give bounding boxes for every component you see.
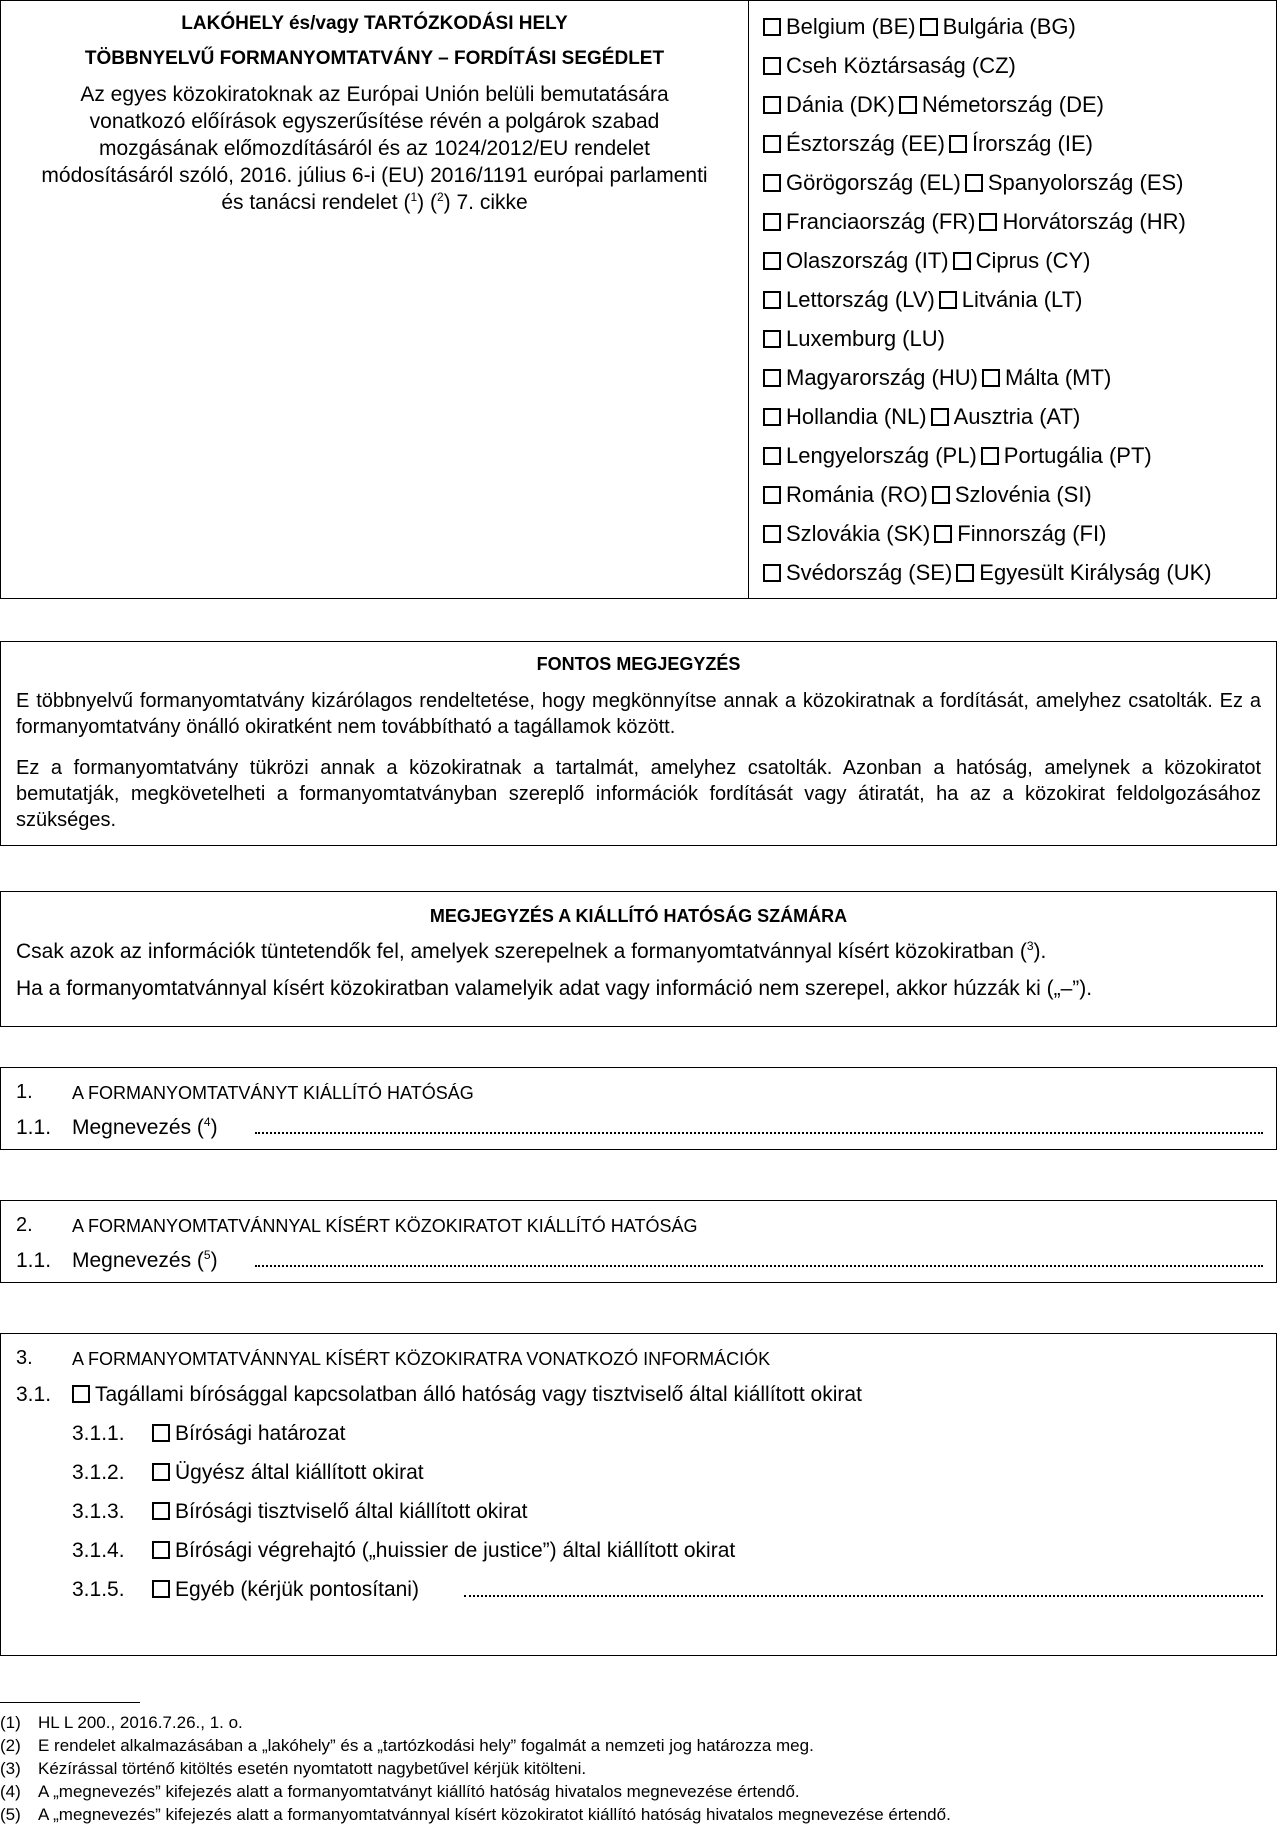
country-option[interactable] (763, 248, 949, 273)
country-label: Magyarország (HU) (786, 365, 978, 390)
footnote-text: Kézírással történő kitöltés esetén nyomtatott nagybetűvel kérjük kitölteni. (38, 1759, 587, 1778)
section-1-1-fill-line[interactable] (255, 1132, 1263, 1134)
legal-basis-end: ) 7. cikke (443, 191, 528, 214)
checkbox[interactable] (763, 564, 781, 582)
checkbox[interactable] (981, 447, 999, 465)
section-1-number: 1. (16, 1081, 33, 1103)
country-label: Szlovénia (SI) (954, 482, 1092, 507)
checkbox[interactable] (934, 525, 952, 543)
country-label: Lettország (LV) (786, 287, 935, 312)
country-option[interactable] (763, 521, 930, 546)
footnote-ref-5: 5 (203, 1248, 211, 1262)
section-3-1-1-option[interactable] (152, 1422, 345, 1446)
checkbox[interactable] (931, 408, 949, 426)
footnote-text: E rendelet alkalmazásában a „lakóhely” és a „tartózkodási hely” fogalmát a nemzeti jog határozza meg. (38, 1736, 814, 1755)
legal-basis-text (41, 81, 708, 216)
country-label: Egyesült Királyság (UK) (979, 560, 1212, 585)
footnote-number: (3) (0, 1759, 21, 1778)
country-option[interactable] (763, 53, 1016, 78)
footnote-number: (1) (0, 1713, 21, 1732)
section-3-1-2-option[interactable] (152, 1461, 424, 1485)
checkbox[interactable] (152, 1502, 170, 1520)
important-note-paragraph-1: E többnyelvű formanyomtatvány kizárólagos rendeltetése, hogy megkönnyítse annak a közokiratnak a fordítását, amelyhez csatolták. Ez a formanyomtatvány önálló okiratként nem továbbítható a tagállamok között. (16, 690, 1261, 738)
important-note-title: FONTOS MEGJEGYZÉS (536, 654, 741, 674)
issuer-note-p1-end: ). (1033, 940, 1047, 963)
section-3-1-5-label: Egyéb (kérjük pontosítani) (175, 1578, 419, 1601)
footnote-number: (2) (0, 1736, 21, 1755)
country-label: Dánia (DK) (786, 92, 895, 117)
checkbox[interactable] (763, 525, 781, 543)
country-row (763, 438, 1273, 477)
country-option[interactable] (920, 14, 1076, 39)
checkbox[interactable] (953, 252, 971, 270)
country-option[interactable] (763, 92, 895, 117)
checkbox[interactable] (763, 96, 781, 114)
country-row (763, 204, 1273, 243)
country-option[interactable] (982, 365, 1111, 390)
checkbox[interactable] (72, 1385, 90, 1403)
section-2-box (0, 1200, 1277, 1283)
country-option[interactable] (763, 287, 935, 312)
checkbox[interactable] (763, 330, 781, 348)
footnote-2 (0, 1736, 814, 1756)
country-label: Cseh Köztársaság (CZ) (786, 53, 1016, 78)
footnote-text: A „megnevezés” kifejezés alatt a formanyomtatványt kiállító hatóság hivatalos megnevezése értendő. (38, 1782, 800, 1801)
checkbox[interactable] (979, 213, 997, 231)
checkbox[interactable] (152, 1580, 170, 1598)
country-label: Ausztria (AT) (953, 404, 1081, 429)
section-2-1-label-end: ) (210, 1249, 218, 1272)
section-3-1-number: 3.1. (16, 1383, 52, 1406)
country-option[interactable] (763, 209, 975, 234)
country-option[interactable] (763, 560, 952, 585)
country-row (763, 9, 1273, 48)
country-label: Franciaország (FR) (786, 209, 976, 234)
checkbox[interactable] (763, 135, 781, 153)
country-label: Szlovákia (SK) (786, 521, 931, 546)
section-1-1-number: 1.1. (16, 1116, 52, 1139)
checkbox[interactable] (763, 18, 781, 36)
footnote-text: A „megnevezés” kifejezés alatt a formanyomtatvánnyal kísért közokiratot kiállító hatóság hivatalos megnevezése értendő. (38, 1805, 951, 1824)
footnote-5 (0, 1805, 951, 1825)
section-3-1-4-label: Bírósági végrehajtó („huissier de justice”) által kiállított okirat (175, 1539, 736, 1562)
footnote-ref-2: 2 (436, 190, 444, 204)
form-subtitle: TÖBBNYELVŰ FORMANYOMTATVÁNY – FORDÍTÁSI SEGÉDLET (84, 48, 665, 69)
section-2-number: 2. (16, 1214, 33, 1236)
country-option[interactable] (899, 92, 1104, 117)
section-3-title: A FORMANYOMTATVÁNNYAL KÍSÉRT KÖZOKIRATRA VONATKOZÓ INFORMÁCIÓK (72, 1349, 771, 1369)
country-option[interactable] (932, 482, 1092, 507)
country-checkbox-list (763, 9, 1273, 594)
country-row (763, 360, 1273, 399)
header-info-panel (1, 1, 749, 598)
header-section (0, 0, 1277, 599)
checkbox[interactable] (152, 1541, 170, 1559)
section-3-1-2-label: Ügyész által kiállított okirat (175, 1461, 424, 1484)
country-option[interactable] (949, 131, 1093, 156)
checkbox[interactable] (763, 57, 781, 75)
country-label: Spanyolország (ES) (987, 170, 1184, 195)
section-2-1-fill-line[interactable] (255, 1265, 1263, 1267)
checkbox[interactable] (763, 447, 781, 465)
country-row (763, 48, 1273, 87)
section-2-title: A FORMANYOMTATVÁNNYAL KÍSÉRT KÖZOKIRATOT KIÁLLÍTÓ HATÓSÁG (72, 1216, 698, 1236)
footnote-number: (4) (0, 1782, 21, 1801)
section-1-box (0, 1067, 1277, 1150)
footnote-3 (0, 1759, 586, 1779)
checkbox[interactable] (763, 291, 781, 309)
checkbox[interactable] (899, 96, 917, 114)
checkbox[interactable] (763, 408, 781, 426)
section-3-1-5-number: 3.1.5. (72, 1578, 125, 1601)
section-1-1-label-end: ) (210, 1116, 218, 1139)
checkbox[interactable] (152, 1463, 170, 1481)
country-label: Hollandia (NL) (786, 404, 927, 429)
checkbox[interactable] (982, 369, 1000, 387)
country-option[interactable] (763, 131, 945, 156)
section-2-1-label (72, 1249, 218, 1273)
country-label: Ciprus (CY) (975, 248, 1091, 273)
country-label: Bulgária (BG) (942, 14, 1076, 39)
footnote-text: HL L 200., 2016.7.26., 1. o. (38, 1713, 243, 1732)
country-row (763, 555, 1273, 594)
section-1-1-label (72, 1116, 218, 1140)
legal-basis-mid: ) ( (417, 191, 437, 214)
section-1-1-label-text: Megnevezés ( (72, 1116, 204, 1139)
country-row (763, 477, 1273, 516)
country-option[interactable] (931, 404, 1081, 429)
country-label: Málta (MT) (1004, 365, 1112, 390)
checkbox[interactable] (965, 174, 983, 192)
country-label: Belgium (BE) (786, 14, 916, 39)
country-option[interactable] (763, 14, 916, 39)
section-3-1-1-label: Bírósági határozat (175, 1422, 346, 1445)
section-3-1-4-number: 3.1.4. (72, 1539, 125, 1562)
footnote-1 (0, 1713, 243, 1733)
section-3-box (0, 1333, 1277, 1656)
section-3-1-label: Tagállami bírósággal kapcsolatban álló hatóság vagy tisztviselő által kiállított okirat (95, 1383, 862, 1406)
important-note-box (0, 641, 1277, 846)
country-option[interactable] (939, 287, 1083, 312)
footnote-ref-3: 3 (1026, 939, 1034, 953)
country-option[interactable] (763, 482, 928, 507)
country-label: Görögország (EL) (786, 170, 961, 195)
section-3-1-2-number: 3.1.2. (72, 1461, 125, 1484)
country-label: Finnország (FI) (957, 521, 1107, 546)
country-label: Észtország (EE) (786, 131, 945, 156)
section-3-number: 3. (16, 1347, 33, 1369)
country-option[interactable] (979, 209, 1185, 234)
country-option[interactable] (953, 248, 1091, 273)
section-1-title: A FORMANYOMTATVÁNYT KIÁLLÍTÓ HATÓSÁG (72, 1083, 474, 1103)
country-row (763, 243, 1273, 282)
checkbox[interactable] (152, 1424, 170, 1442)
country-option[interactable] (956, 560, 1211, 585)
country-option[interactable] (763, 170, 961, 195)
country-row (763, 516, 1273, 555)
issuer-note-box (0, 891, 1277, 1027)
checkbox[interactable] (763, 213, 781, 231)
country-row (763, 87, 1273, 126)
country-label: Luxemburg (LU) (786, 326, 945, 351)
section-2-1-number: 1.1. (16, 1249, 52, 1272)
checkbox[interactable] (949, 135, 967, 153)
country-row (763, 282, 1273, 321)
country-label: Litvánia (LT) (961, 287, 1083, 312)
checkbox[interactable] (763, 252, 781, 270)
checkbox[interactable] (939, 291, 957, 309)
country-row (763, 126, 1273, 165)
country-option[interactable] (763, 404, 927, 429)
checkbox[interactable] (932, 486, 950, 504)
checkbox[interactable] (956, 564, 974, 582)
country-label: Románia (RO) (786, 482, 928, 507)
issuer-note-title: MEGJEGYZÉS A KIÁLLÍTÓ HATÓSÁG SZÁMÁRA (429, 906, 848, 926)
country-option[interactable] (981, 443, 1152, 468)
section-3-1-5-option[interactable] (152, 1578, 419, 1602)
checkbox[interactable] (763, 174, 781, 192)
footnote-ref-4: 4 (203, 1115, 211, 1129)
section-3-1-1-number: 3.1.1. (72, 1422, 125, 1445)
issuer-note-paragraph-1 (16, 939, 1261, 965)
country-label: Írország (IE) (971, 131, 1093, 156)
country-option[interactable] (934, 521, 1106, 546)
section-3-1-3-label: Bírósági tisztviselő által kiállított okirat (175, 1500, 528, 1523)
checkbox[interactable] (763, 369, 781, 387)
important-note-paragraph-2: Ez a formanyomtatvány tükrözi annak a közokiratnak a tartalmát, amelyhez csatolták. Azonban a hatóság, amelynek a közokiratot bemutatják, megkövetelheti a formanyomtatványban szereplő információk fordítását vagy átiratát, ha az a közokirat feldolgozásához szükséges. (16, 757, 1261, 831)
country-row (763, 165, 1273, 204)
footnote-number: (5) (0, 1805, 21, 1824)
section-3-1-4-option[interactable] (152, 1539, 735, 1563)
issuer-note-paragraph-2: Ha a formanyomtatvánnyal kísért közokiratban valamelyik adat vagy információ nem szerepel, akkor húzzák ki („–”). (16, 977, 1093, 1000)
country-option[interactable] (763, 326, 945, 351)
footnote-separator (0, 1702, 140, 1703)
section-3-1-5-fill-line[interactable] (464, 1595, 1263, 1597)
country-label: Horvátország (HR) (1002, 209, 1186, 234)
section-3-1-3-option[interactable] (152, 1500, 527, 1524)
checkbox[interactable] (920, 18, 938, 36)
issuer-note-p1-text: Csak azok az információk tüntetendők fel, amelyek szerepelnek a formanyomtatvánnyal kísért közokiratban ( (16, 940, 1027, 963)
country-label: Lengyelország (PL) (786, 443, 977, 468)
country-label: Olaszország (IT) (786, 248, 949, 273)
country-row (763, 399, 1273, 438)
country-option[interactable] (763, 365, 978, 390)
section-3-1-3-number: 3.1.3. (72, 1500, 125, 1523)
form-title: LAKÓHELY és/vagy TARTÓZKODÁSI HELY (181, 13, 568, 34)
country-label: Németország (DE) (921, 92, 1104, 117)
country-option[interactable] (965, 170, 1184, 195)
section-2-1-label-text: Megnevezés ( (72, 1249, 204, 1272)
footnote-4 (0, 1782, 800, 1802)
country-label: Svédország (SE) (786, 560, 953, 585)
legal-basis-main: Az egyes közokiratoknak az Európai Unión belüli bemutatására vonatkozó előírások egyszerűsítése révén a polgárok szabad mozgásának előmozdításáról és az 1024/2012/EU rendelet módosításáról szóló, 2016. július 6-i (EU) 2016/1191 európai parlamenti és tanácsi rendelet ( (41, 83, 708, 214)
country-label: Portugália (PT) (1003, 443, 1152, 468)
section-3-1-option[interactable] (72, 1383, 862, 1407)
footnote-ref-1: 1 (410, 190, 418, 204)
country-option[interactable] (763, 443, 977, 468)
checkbox[interactable] (763, 486, 781, 504)
country-row (763, 321, 1273, 360)
